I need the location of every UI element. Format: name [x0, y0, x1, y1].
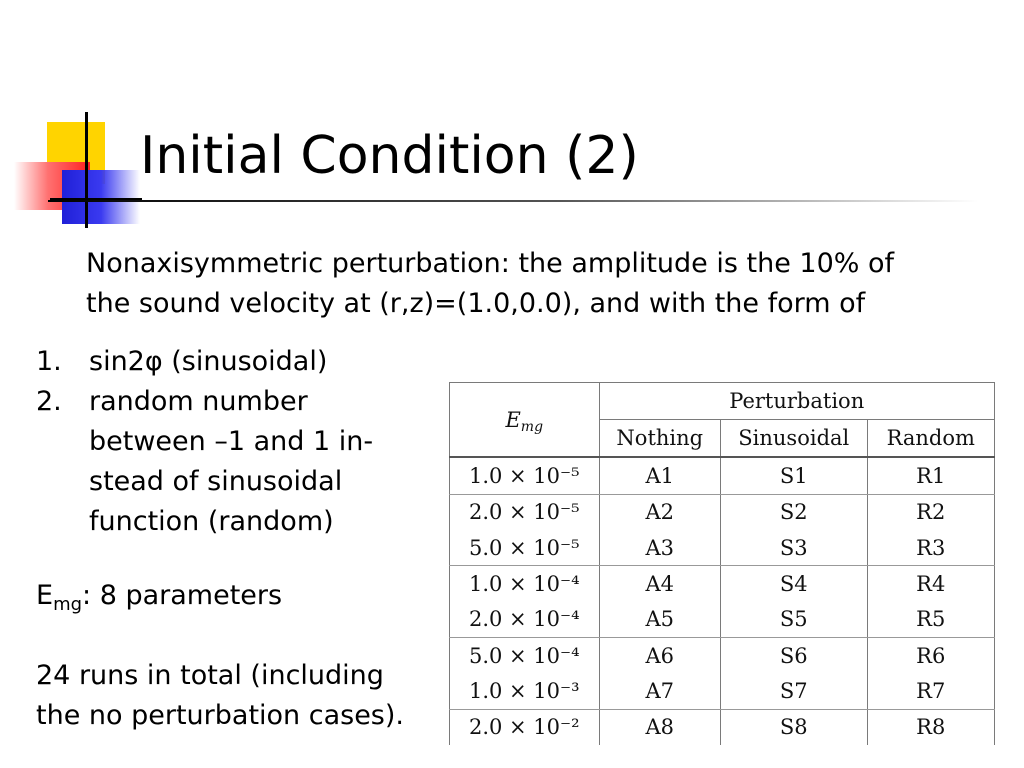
- sinusoidal-cell: S1: [721, 457, 868, 494]
- nothing-cell: A7: [599, 673, 721, 709]
- runs-table-container: [449, 382, 995, 745]
- table-row: [450, 673, 995, 709]
- nothing-cell: A4: [599, 566, 721, 602]
- table-row: [450, 530, 995, 566]
- intro-line: the sound velocity at (r,z)=(1.0,0.0), and with the form of: [86, 288, 866, 319]
- nothing-cell: A2: [599, 494, 721, 530]
- random-cell: R8: [867, 709, 994, 745]
- column-header-random: Random: [867, 420, 994, 458]
- intro-paragraph: [86, 244, 894, 324]
- sinusoidal-cell: S5: [721, 602, 868, 638]
- list-item-content: [86, 342, 327, 382]
- nothing-cell: A8: [599, 709, 721, 745]
- perturbation-form-list: [36, 342, 373, 542]
- nothing-cell: A1: [599, 457, 721, 494]
- nothing-cell: A6: [599, 638, 721, 674]
- list-item-line: sin2φ (sinusoidal): [89, 346, 328, 377]
- nothing-cell: A5: [599, 602, 721, 638]
- list-item-content: [86, 382, 373, 542]
- emg-cell: 5.0 × 10⁻⁵: [450, 530, 600, 566]
- runs-table: [449, 382, 995, 745]
- emg-cell: 2.0 × 10⁻²: [450, 709, 600, 745]
- list-number: 2.: [36, 386, 62, 417]
- sinusoidal-cell: S3: [721, 530, 868, 566]
- emg-cell: 1.0 × 10⁻³: [450, 673, 600, 709]
- slide-logo-decoration: [0, 100, 150, 230]
- perturbation-group-header: Perturbation: [599, 383, 994, 420]
- emg-cell: 2.0 × 10⁻⁴: [450, 602, 600, 638]
- random-cell: R1: [867, 457, 994, 494]
- emg-header-subscript: mg: [520, 418, 544, 435]
- random-cell: R7: [867, 673, 994, 709]
- random-cell: R2: [867, 494, 994, 530]
- table-row: [450, 709, 995, 745]
- emg-cell: 5.0 × 10⁻⁴: [450, 638, 600, 674]
- random-cell: R6: [867, 638, 994, 674]
- emg-cell: 1.0 × 10⁻⁴: [450, 566, 600, 602]
- runs-line: the no perturbation cases).: [36, 700, 404, 731]
- sinusoidal-cell: S2: [721, 494, 868, 530]
- intro-line: Nonaxisymmetric perturbation: the amplitude is the 10% of: [86, 248, 895, 279]
- sinusoidal-cell: S8: [721, 709, 868, 745]
- random-cell: R3: [867, 530, 994, 566]
- column-header-nothing: Nothing: [599, 420, 721, 458]
- table-row: [450, 457, 995, 494]
- emg-parameters-note: [36, 576, 282, 616]
- emg-subscript: mg: [53, 594, 83, 615]
- sinusoidal-cell: S7: [721, 673, 868, 709]
- emg-text: : 8 parameters: [82, 580, 283, 611]
- list-item: [36, 342, 373, 382]
- sinusoidal-cell: S4: [721, 566, 868, 602]
- logo-blue-square: [62, 170, 140, 224]
- list-number: 1.: [36, 346, 62, 377]
- emg-symbol: E: [36, 580, 54, 611]
- list-item-line: between –1 and 1 in-: [89, 426, 374, 457]
- logo-vertical-line: [85, 112, 88, 228]
- emg-cell: 1.0 × 10⁻⁵: [450, 457, 600, 494]
- list-item-line: function (random): [89, 506, 334, 537]
- table-row: [450, 566, 995, 602]
- list-item-line: stead of sinusoidal: [89, 466, 343, 497]
- random-cell: R4: [867, 566, 994, 602]
- nothing-cell: A3: [599, 530, 721, 566]
- table-row: [450, 602, 995, 638]
- emg-header-symbol: E: [505, 407, 521, 432]
- slide-title: Initial Condition (2): [140, 126, 639, 186]
- table-row: [450, 494, 995, 530]
- title-divider: [48, 200, 978, 202]
- list-item: [36, 382, 373, 542]
- random-cell: R5: [867, 602, 994, 638]
- emg-cell: 2.0 × 10⁻⁵: [450, 494, 600, 530]
- column-header-sinusoidal: Sinusoidal: [721, 420, 868, 458]
- runs-total-note: [36, 656, 404, 736]
- list-item-line: random number: [89, 386, 308, 417]
- table-row: [450, 638, 995, 674]
- emg-column-header: [450, 383, 600, 458]
- runs-line: 24 runs in total (including: [36, 660, 384, 691]
- sinusoidal-cell: S6: [721, 638, 868, 674]
